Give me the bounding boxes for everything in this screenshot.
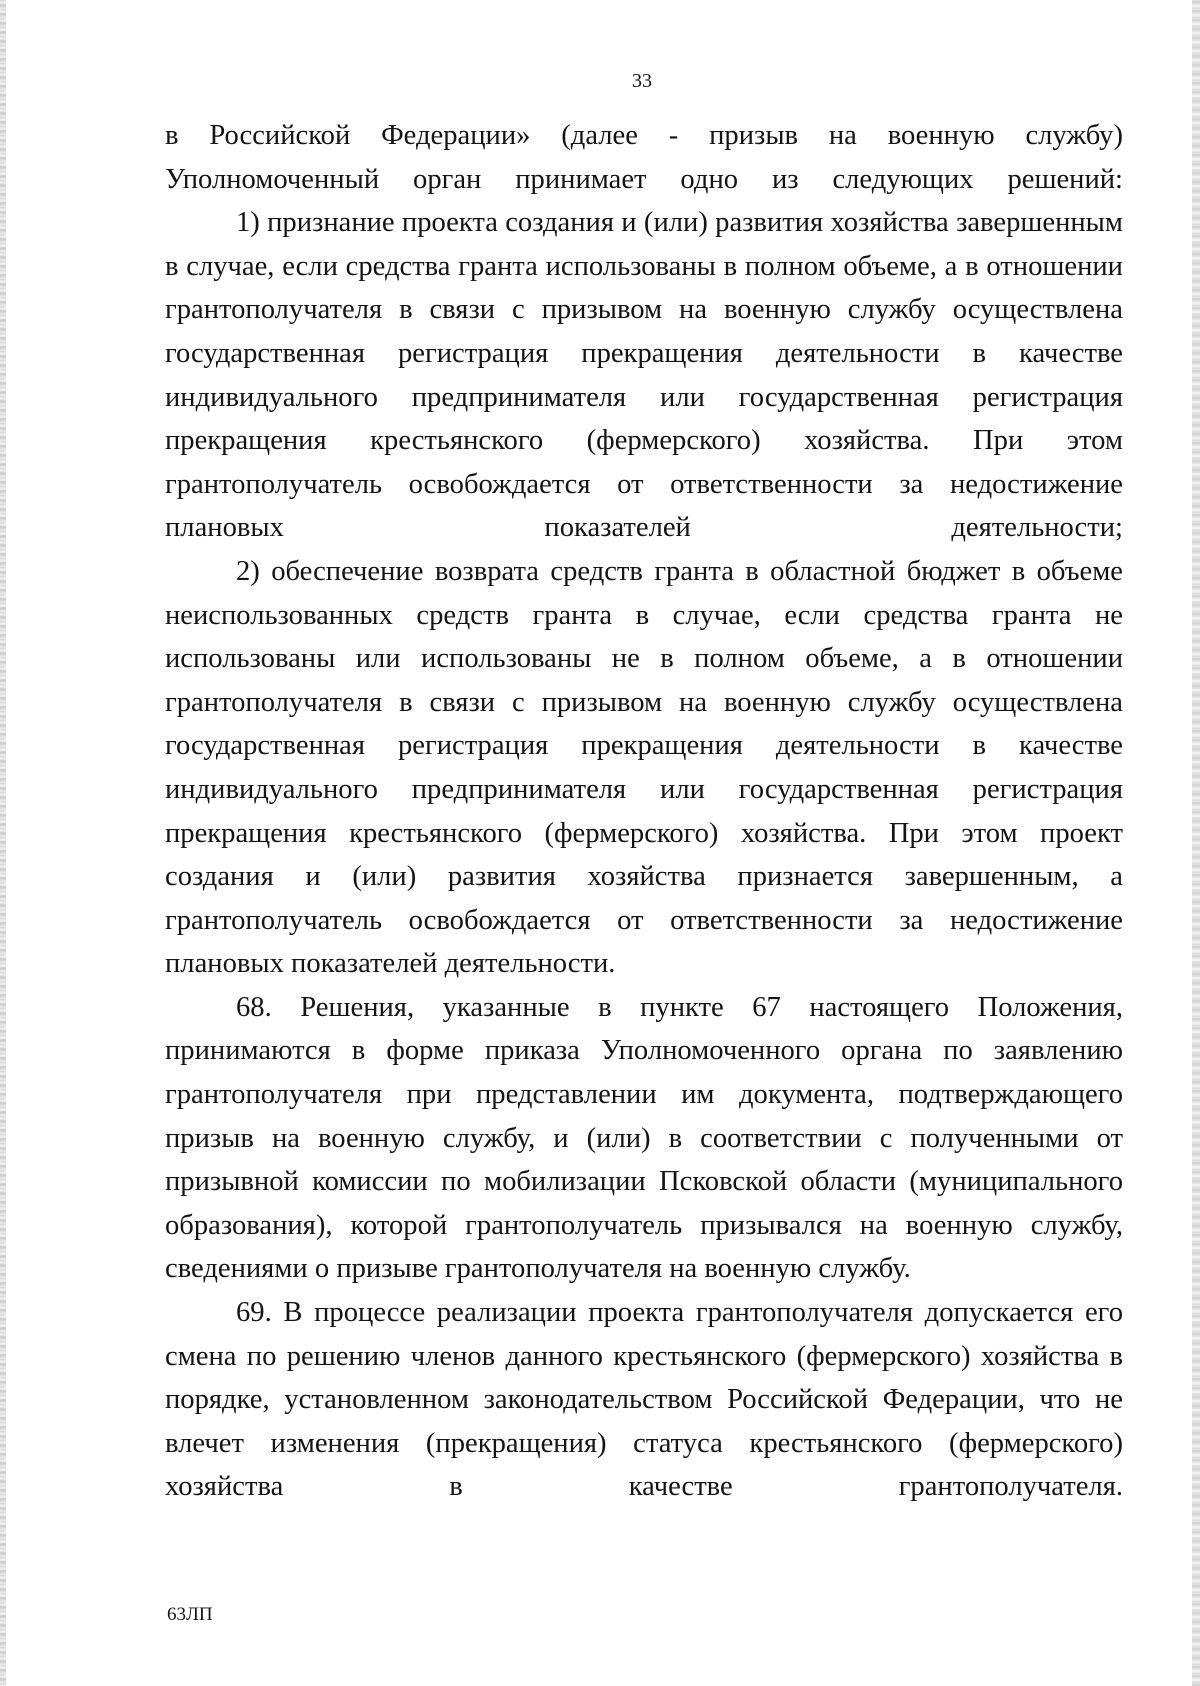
paragraph-item-1: 1) признание проекта создания и (или) развития хозяйства завершенным в случае, если средства гранта использованы в полном объеме, а в отношении грантополучателя в связи с призывом на военную службу осуществлена государственная регистрация прекращения деятельности в качестве индивидуального предпринимателя или государственная регистрация прекращения крестьянского (фермерского) хозяйства. При этом грантополучатель освобождается от ответственности за недостижение плановых показателей деятельности;	[165, 207, 1123, 544]
document-body	[165, 114, 1123, 1509]
document-code: 63ЛП	[167, 1604, 213, 1625]
paragraph-clause-68: 68. Решения, указанные в пункте 67 настоящего Положения, принимаются в форме приказа Уполномоченного органа по заявлению грантополучателя при представлении им документа, подтверждающего призыв на военную службу, и (или) в соответствии с полученными от призывной комиссии по мобилизации Псковской области (муниципального образования), которой грантополучатель призывался на военную службу, сведениями о призыве грантополучателя на военную службу.	[165, 991, 1123, 1285]
page-number: 33	[632, 70, 652, 92]
paragraph-item-2: 2) обеспечение возврата средств гранта в областной бюджет в объеме неиспользованных средств гранта в случае, если средства гранта не использованы или использованы не в полном объеме, а в отношении грантополучателя в связи с призывом на военную службу осуществлена государственная регистрация прекращения деятельности в качестве индивидуального предпринимателя или государственная регистрация прекращения крестьянского (фермерского) хозяйства. При этом проект создания и (или) развития хозяйства признается завершенным, а грантополучатель освобождается от ответственности за недостижение плановых показателей деятельности.	[165, 555, 1123, 980]
scan-edge-right	[1192, 0, 1200, 1686]
scan-edge-left	[0, 0, 6, 1686]
paragraph-clause-69: 69. В процессе реализации проекта грантополучателя допускается его смена по решению членов данного крестьянского (фермерского) хозяйства в порядке, установленном законодательством Российской Федерации, что не влечет изменения (прекращения) статуса крестьянского (фермерского) хозяйства в качестве грантополучателя.	[165, 1297, 1123, 1503]
paragraph-intro: в Российской Федерации» (далее - призыв на военную службу) Уполномоченный орган принимает одно из следующих решений:	[165, 120, 1123, 195]
